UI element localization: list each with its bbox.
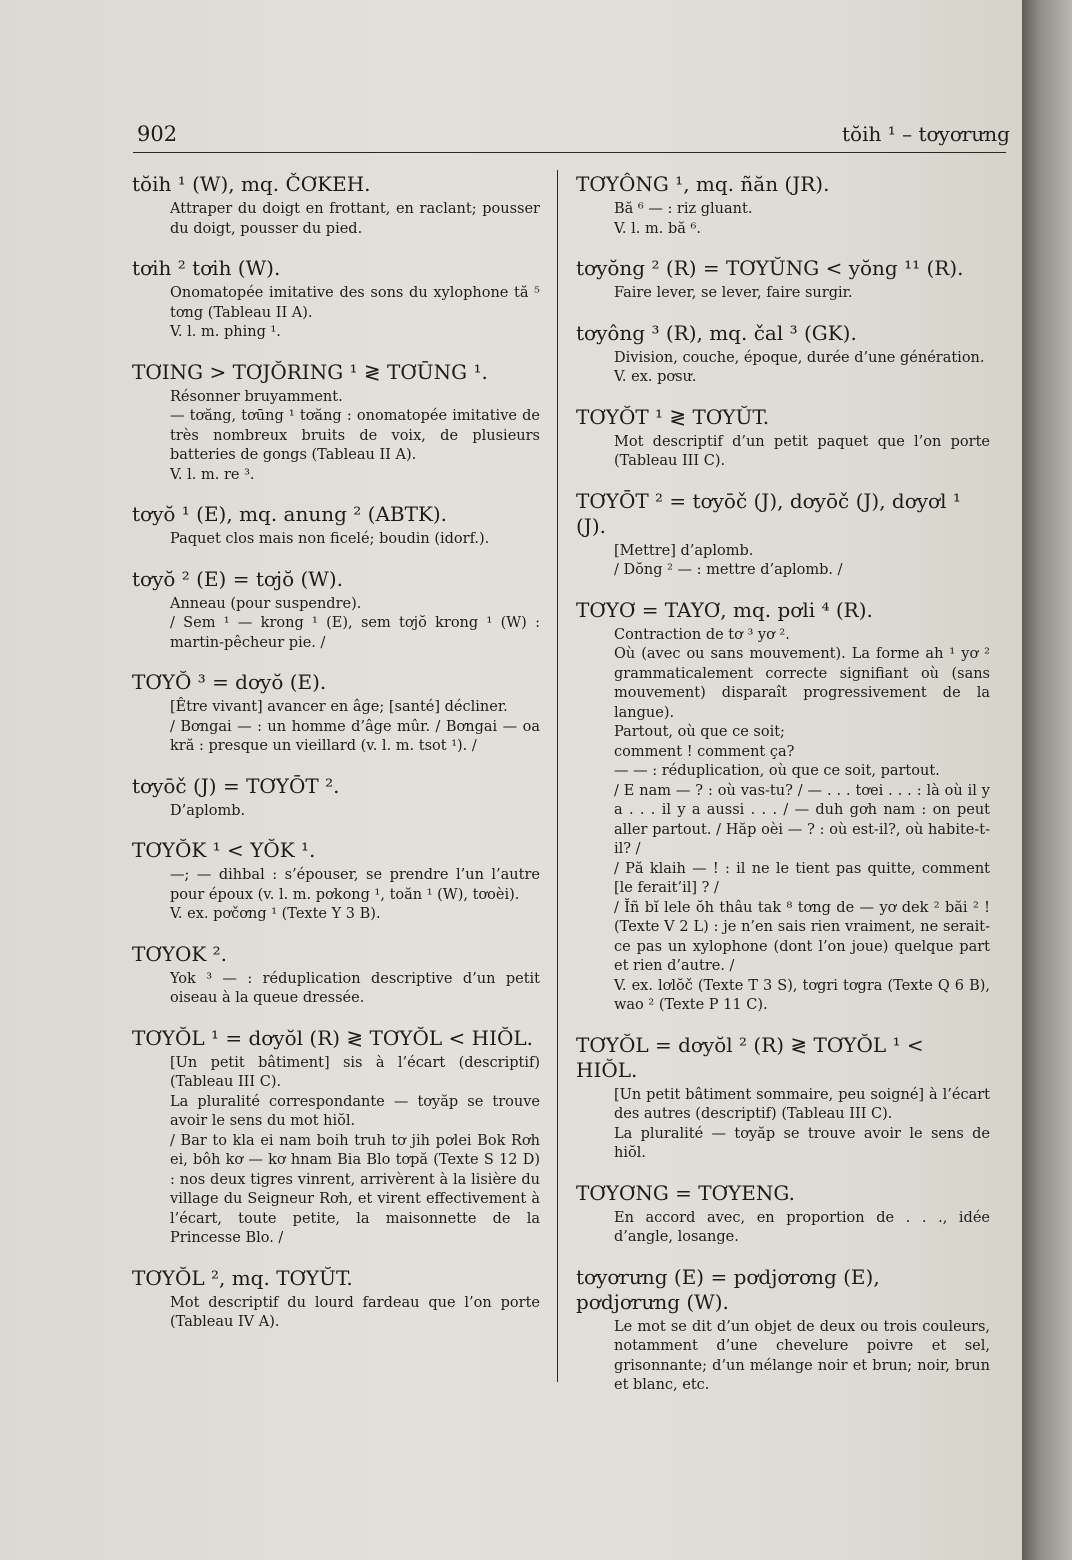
definition-line: Bă ⁶ — : riz gluant.: [614, 201, 753, 217]
entry-headword: tơyŏ ² (E) = tơjŏ (W).: [132, 566, 344, 591]
definition-line: — tơăng, tơūng ¹ tơăng : onomatopée imitative de très nombreux bruits de voix, de plusieurs batteries de gongs (Tableau II A).: [170, 408, 540, 463]
dictionary-entry: [576, 598, 990, 1016]
entry-headword: tơyŏ ¹ (E), mq. anung ² (ABTK).: [132, 502, 448, 526]
entry-headword: tơyŏng ² (R) = TƠYŬNG < yŏng ¹¹ (R).: [576, 256, 964, 280]
definition-line: V. l. m. phing ¹.: [170, 324, 281, 340]
entry-definition: [132, 200, 540, 239]
definition-line: / Ĭñ bĭ lele ŏh thâu tak ⁸ tơng de — yơ dek ² băi ² ! (Texte V 2 L) : je n’en sais rien vraiment, ne serait-ce pas un xylophone (dont l’on joue) quelque part et rien d’autre. /: [614, 899, 990, 974]
definition-line: [Un petit bâtiment] sis à l’écart (descriptif) (Tableau III C).: [170, 1054, 540, 1090]
entry-headword: TƠING > TƠJŎRING ¹ ≷ TƠŪNG ¹.: [132, 359, 488, 384]
definition-line: Paquet clos mais non ficelé; boudin (idorf.).: [170, 531, 490, 547]
definition-line: Mot descriptif d’un petit paquet que l’on porte (Tableau III C).: [614, 433, 990, 469]
definition-line: La pluralité correspondante — tơyăp se trouve avoir le sens du mot hiŏl.: [170, 1093, 540, 1129]
entry-headword: TƠYƠ = TAYƠ, mq. pơli ⁴ (R).: [576, 597, 873, 622]
dictionary-entry: [132, 256, 540, 343]
entry-headword: TƠYOK ².: [132, 941, 228, 966]
definition-line: / Bar to kla ei nam boih truh tơ jih pơlei Bok Rơh ei, bôh kơ — kơ hnam Bia Blo tơpă (Texte S 12 D) : nos deux tigres vinrent, arrivèrent à la lisière du village du Seigneur Rơh, et virent effectivement à l’écart, toute petite, la maisonnette de la Princesse Blo. /: [170, 1132, 540, 1246]
definition-line: Anneau (pour suspendre).: [170, 595, 362, 612]
dictionary-entry: [132, 502, 540, 550]
entry-headword: TƠYŎL ², mq. TƠYŬT.: [132, 1265, 353, 1290]
definition-line: V. ex. pơsư.: [614, 369, 697, 385]
entry-definition: [132, 1054, 540, 1249]
definition-line: Onomatopée imitative des sons du xylophone tă ⁵ tơng (Tableau II A).: [170, 285, 540, 321]
entry-headword: TƠYŎT ¹ ≷ TƠYŬT.: [576, 404, 770, 429]
entry-definition: [576, 626, 990, 1016]
definition-line: Faire lever, se lever, faire surgir.: [614, 285, 853, 301]
entry-definition: [132, 595, 540, 654]
dictionary-entry: [576, 1181, 990, 1248]
definition-line: / Pă klaih — ! : il ne le tient pas quitte, comment [le ferait’il] ? /: [614, 860, 990, 896]
definition-line: Attraper du doigt en frottant, en raclant; pousser du doigt, pousser du pied.: [170, 201, 540, 237]
dictionary-entry: [132, 670, 540, 757]
dictionary-entry: [576, 256, 990, 304]
page-number: 902: [137, 122, 178, 146]
dictionary-entry: [132, 942, 540, 1009]
dictionary-entry: [132, 567, 540, 654]
entry-definition: [132, 284, 540, 343]
entry-headword: TƠYŌT ² = tơyōč (J), dơyōč (J), dơyơl ¹ (J).: [576, 488, 961, 538]
dictionary-entry: [576, 321, 990, 388]
definition-line: D’aplomb.: [170, 802, 246, 819]
definition-line: Le mot se dit d’un objet de deux ou trois couleurs, notamment d’une chevelure poivre et sel, grisonnante; d’un mélange noir et brun; noir, brun et blanc, etc.: [614, 1318, 990, 1393]
entry-definition: [576, 1209, 990, 1248]
dictionary-entry: [132, 1266, 540, 1333]
definition-line: [Mettre] d’aplomb.: [614, 542, 754, 559]
entry-definition: [132, 1294, 540, 1333]
dictionary-entry: [576, 1265, 990, 1396]
definition-line: — — : réduplication, où que ce soit, partout.: [614, 763, 940, 779]
entry-definition: [576, 349, 990, 388]
entry-definition: [576, 433, 990, 472]
left-column: [132, 172, 540, 1350]
entry-headword: TƠYŎK ¹ < YŎK ¹.: [132, 838, 316, 862]
definition-line: [Être vivant] avancer en âge; [santé] décliner.: [170, 699, 508, 715]
dictionary-entry: [576, 172, 990, 239]
entry-definition: [576, 542, 990, 581]
column-divider: [557, 170, 558, 1382]
dictionary-entry: [132, 360, 540, 486]
dictionary-entry: [132, 172, 540, 239]
definition-line: Où (avec ou sans mouvement). La forme ah ¹ yơ ² grammaticalement correcte signifiant où (sans mouvement) disparaît progressivement de la langue).: [614, 646, 990, 721]
definition-line: La pluralité — tơyăp se trouve avoir le sens de hiŏl.: [614, 1125, 990, 1161]
entry-headword: tơih ² tơih (W).: [132, 256, 281, 280]
dictionary-entry: [132, 774, 540, 822]
dictionary-entry: [132, 838, 540, 925]
dictionary-entry: [576, 405, 990, 472]
definition-line: Contraction de tơ ³ yơ ².: [614, 626, 790, 643]
definition-line: / Bơngai — : un homme d’âge mûr. / Bơngai — oa kră : presque un vieillard (v. l. m. tsot ¹). /: [170, 718, 540, 754]
definition-line: Mot descriptif du lourd fardeau que l’on porte (Tableau IV A).: [170, 1294, 540, 1330]
definition-line: V. l. m. bă ⁶.: [614, 220, 701, 237]
entry-definition: [132, 866, 540, 925]
dictionary-entry: [576, 489, 990, 581]
definition-line: V. ex. lơlŏč (Texte T 3 S), tơgri tơgra (Texte Q 6 B), wao ² (Texte P 11 C).: [614, 977, 990, 1013]
entry-headword: TƠYŎL = dơyŏl ² (R) ≷ TƠYŎL ¹ < HIŎL.: [576, 1032, 924, 1082]
definition-line: [Un petit bâtiment sommaire, peu soigné] à l’écart des autres (descriptif) (Tableau III C).: [614, 1086, 990, 1122]
header-rule: [133, 152, 1006, 153]
entry-definition: [132, 388, 540, 486]
entry-definition: [132, 970, 540, 1009]
definition-line: comment ! comment ça?: [614, 743, 795, 760]
definition-line: —; — dihbal : s’épouser, se prendre l’un l’autre pour époux (v. l. m. pơkong ¹, toăn ¹ (W), tơoèi).: [170, 867, 540, 903]
entry-headword: TƠYƠNG = TƠYENG.: [576, 1180, 795, 1205]
entry-headword: TƠYŎ ³ = dơyŏ (E).: [132, 670, 327, 694]
entry-definition: [576, 1086, 990, 1164]
definition-line: Résonner bruyamment.: [170, 388, 343, 405]
definition-line: V. l. m. re ³.: [170, 466, 255, 483]
right-column: [576, 172, 990, 1413]
definition-line: En accord avec, en proportion de . . ., idée d’angle, losange.: [614, 1209, 990, 1245]
entry-headword: tơyơrưng (E) = pơdjơrơng (E), pơdjơrưng (W).: [576, 1264, 880, 1314]
entry-headword: TƠYÔNG ¹, mq. ñăn (JR).: [576, 172, 830, 196]
entry-headword: tơyōč (J) = TƠYŌT ².: [132, 773, 340, 798]
dictionary-entry: [576, 1033, 990, 1164]
definition-line: / Sem ¹ — krong ¹ (E), sem tơjŏ krong ¹ (W) : martin-pêcheur pie. /: [170, 615, 540, 651]
entry-definition: [132, 530, 540, 550]
entry-headword: tŏih ¹ (W), mq. ČƠKEH.: [132, 172, 371, 196]
definition-line: V. ex. pơčơng ¹ (Texte Y 3 B).: [170, 906, 381, 922]
entry-definition: [576, 284, 990, 304]
entry-definition: [132, 802, 540, 822]
entry-headword: TƠYŎL ¹ = dơyŏl (R) ≷ TƠYŎL < HIŎL.: [132, 1025, 534, 1050]
definition-line: / E nam — ? : où vas-tu? / — . . . tơei . . . : là où il y a . . . il y a aussi . . . / — duh gơh nam : on peut aller partout. / Hăp oèi — ? : où est-il?, où habite-t-il? /: [614, 782, 990, 857]
definition-line: Yok ³ — : réduplication descriptive d’un petit oiseau à la queue dressée.: [170, 970, 540, 1006]
book-gutter: [1022, 0, 1072, 1560]
definition-line: / Dŏng ² — : mettre d’aplomb. /: [614, 562, 843, 578]
dictionary-entry: [132, 1026, 540, 1249]
entry-definition: [132, 698, 540, 757]
entry-headword: tơyông ³ (R), mq. čal ³ (GK).: [576, 320, 857, 345]
entry-definition: [576, 200, 990, 239]
running-head: tŏih ¹ – tơyơrưng: [842, 122, 1010, 146]
definition-line: Partout, où que ce soit;: [614, 724, 785, 740]
definition-line: Division, couche, époque, durée d’une génération.: [614, 349, 985, 366]
entry-definition: [576, 1318, 990, 1396]
